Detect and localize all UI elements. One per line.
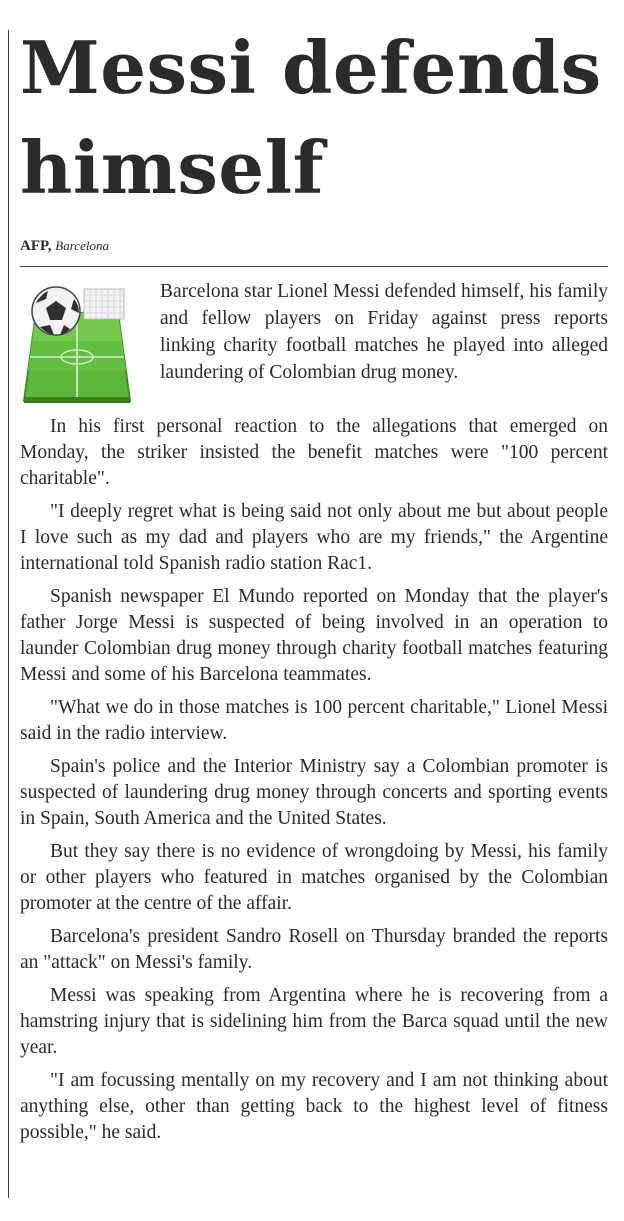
column-rule [8,30,9,1198]
football-pitch-icon [22,283,132,405]
paragraph: Spain's police and the Interior Ministry say a Colombian promoter is suspected of laundering drug money through concerts and sporting events in Spain, South America and the United States. [20,756,608,829]
paragraph: "I deeply regret what is being said not only about me but about people I love such as my dad and players who are my friends," the Argentine international told Spanish radio station Rac1. [20,501,608,574]
byline [20,238,109,255]
paragraph: "I am focussing mentally on my recovery and I am not thinking about anything else, other than getting back to the highest level of fitness possible," he said. [20,1070,608,1143]
lead-paragraph: Barcelona star Lionel Messi defended himself, his family and fellow players on Friday against press reports linking charity football matches he played into alleged laundering of Colombian drug money. [160,281,608,383]
paragraph: Messi was speaking from Argentina where he is recovering from a hamstring injury that is sidelining him from the Barca squad until the new year. [20,985,608,1058]
byline-divider [20,266,608,267]
paragraph: But they say there is no evidence of wrongdoing by Messi, his family or other players who featured in matches organised by the Colombian promoter at the centre of the affair. [20,841,608,914]
byline-agency: AFP, [20,238,52,254]
paragraph: "What we do in those matches is 100 percent charitable," Lionel Messi said in the radio interview. [20,697,608,744]
article-body [20,414,608,1153]
headline: Messi defends himself [20,25,602,210]
byline-place: Barcelona [55,238,109,253]
paragraph: Spanish newspaper El Mundo reported on Monday that the player's father Jorge Messi is suspected of being involved in an operation to launder Colombian drug money through charity football matches featuring Messi and some of his Barcelona teammates. [20,586,608,685]
paragraph: In his first personal reaction to the allegations that emerged on Monday, the striker insisted the benefit matches were "100 percent charitable". [20,416,608,489]
paragraph: Barcelona's president Sandro Rosell on Thursday branded the reports an "attack" on Messi's family. [20,926,608,973]
